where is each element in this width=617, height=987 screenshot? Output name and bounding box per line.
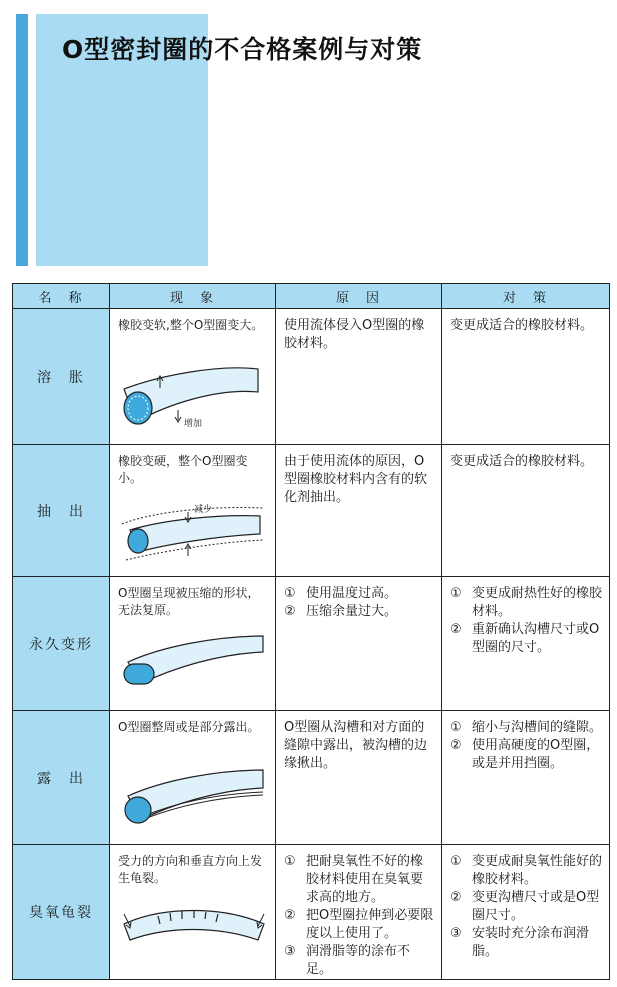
- measure-text: 变更成适合的橡胶材料。: [450, 318, 594, 333]
- cause-cell: [276, 445, 442, 577]
- cause-text: O型圈从沟槽和对方面的缝隙中露出，被沟槽的边缘揪出。: [284, 720, 428, 771]
- measure-item: ② 使用高硬度的O型圈，或是并用挡圈。: [450, 738, 600, 771]
- cause-item: ① 使用温度过高。: [284, 586, 398, 601]
- cause-text: 使用流体侵入O型圈的橡胶材料。: [284, 318, 425, 351]
- cracked-oring-figure: [118, 900, 268, 970]
- increase-label: 增加: [184, 419, 203, 429]
- row-name: 抽 出: [13, 445, 110, 577]
- measure-cell: [442, 309, 610, 445]
- phenomenon-cell: [110, 845, 276, 980]
- measure-list: [442, 577, 609, 657]
- header-name: 名 称: [13, 284, 110, 309]
- table-row-extraction: [13, 445, 610, 577]
- phenomenon-cell: [110, 577, 276, 711]
- defect-table: [12, 283, 609, 980]
- phenomenon-text: O型圈呈现被压缩的形状，无法复原。: [118, 586, 260, 617]
- cause-item: ② 把O型圈拉伸到必要限度以上使用了。: [284, 908, 434, 941]
- cause-list: [276, 577, 441, 621]
- phenomenon-cell: [110, 445, 276, 577]
- phenomenon-text: O型圈整周或是部分露出。: [118, 720, 260, 734]
- cause-cell: [276, 577, 442, 711]
- measure-list: [442, 711, 609, 773]
- page-title: O型密封圈的不合格案例与对策: [62, 35, 423, 64]
- measure-cell: [442, 577, 610, 711]
- table-row-compression-set: [13, 577, 610, 711]
- cause-cell: [276, 309, 442, 445]
- measure-item: ① 缩小与沟槽间的缝隙。: [450, 720, 603, 735]
- flattened-oring-figure: [118, 632, 268, 702]
- cause-cell: [276, 711, 442, 845]
- header-measure: 对 策: [442, 284, 610, 309]
- measure-cell: [442, 711, 610, 845]
- phenomenon-text: 受力的方向和垂直方向上发生龟裂。: [118, 854, 263, 885]
- measure-item: ③ 安装时充分涂布润滑脂。: [450, 926, 590, 959]
- swelled-oring-figure: [118, 364, 268, 442]
- table-header-row: [13, 284, 610, 309]
- cause-list: [276, 845, 441, 979]
- measure-text: 变更成适合的橡胶材料。: [450, 454, 594, 469]
- measure-item: ① 变更成耐热性好的橡胶材料。: [450, 586, 603, 619]
- cause-item: ③ 润滑脂等的涂布不足。: [284, 944, 411, 977]
- measure-item: ② 重新确认沟槽尺寸或O型圈的尺寸。: [450, 622, 600, 655]
- table-row-extrusion: [13, 711, 610, 845]
- table-row-swelling: [13, 309, 610, 445]
- phenomenon-cell: [110, 309, 276, 445]
- row-name: 臭氧龟裂: [13, 845, 110, 980]
- row-name: 露 出: [13, 711, 110, 845]
- measure-cell: [442, 445, 610, 577]
- measure-list: [442, 845, 609, 961]
- shrunk-oring-figure: [118, 500, 268, 570]
- cause-item: ② 压缩余量过大。: [284, 604, 398, 619]
- measure-item: ① 变更成耐臭氧性能好的橡胶材料。: [450, 854, 603, 887]
- phenomenon-text: 橡胶变硬，整个O型圈变小。: [118, 454, 248, 485]
- phenomenon-cell: [110, 711, 276, 845]
- row-name: 永久变形: [13, 577, 110, 711]
- phenomenon-text: 橡胶变软,整个O型圈变大。: [118, 318, 264, 332]
- header-cause: 原 因: [276, 284, 442, 309]
- cause-item: ① 把耐臭氧性不好的橡胶材料使用在臭氧要求高的地方。: [284, 854, 424, 905]
- decrease-label: 减少: [194, 505, 213, 515]
- table-row-ozone-cracking: [13, 845, 610, 980]
- measure-cell: [442, 845, 610, 980]
- header-phenomenon: 现 象: [110, 284, 276, 309]
- measure-item: ② 变更沟槽尺寸或是O型圈尺寸。: [450, 890, 600, 923]
- extruded-oring-figure: [118, 766, 268, 836]
- blue-accent-strip: [16, 14, 28, 266]
- cause-cell: [276, 845, 442, 980]
- cause-text: 由于使用流体的原因，O型圈橡胶材料内含有的软化剂抽出。: [284, 454, 428, 505]
- row-name: 溶 胀: [13, 309, 110, 445]
